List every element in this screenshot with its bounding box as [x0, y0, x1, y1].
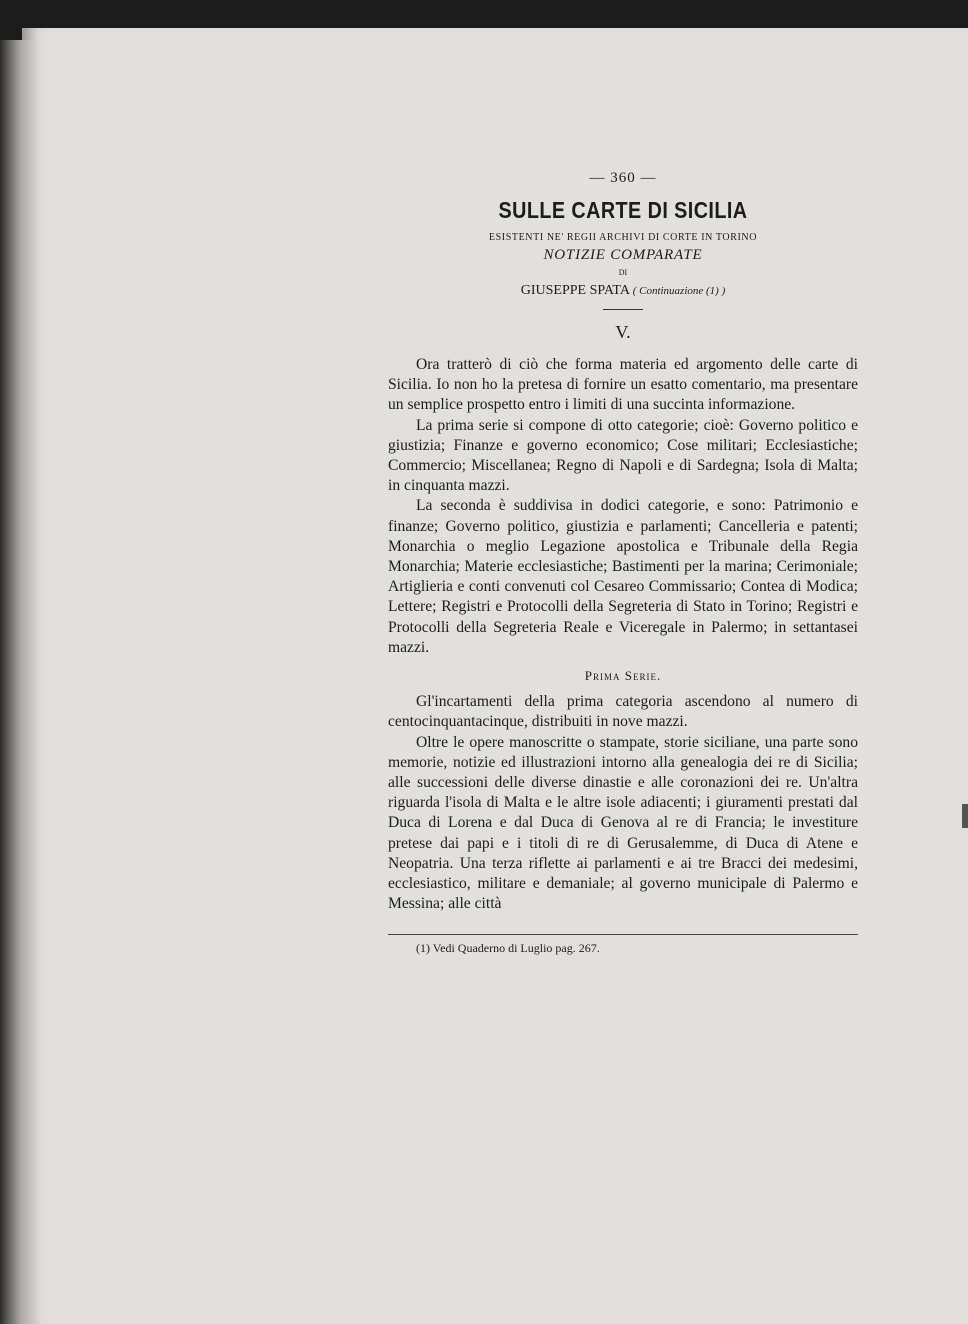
footnote: (1) Vedi Quaderno di Luglio pag. 267. [416, 941, 600, 956]
author-line [388, 283, 858, 299]
title-rule [603, 309, 643, 310]
page-number: — 360 — [589, 170, 657, 186]
article-kicker: NOTIZIE COMPARATE [543, 247, 703, 263]
page-content [388, 170, 858, 956]
article-subtitle: ESISTENTI NE' REGII ARCHIVI DI CORTE IN TORINO [488, 232, 758, 243]
article-title: SULLE CARTE DI SICILIA [498, 197, 748, 223]
paragraph: Ora tratterò di ciò che forma materia ed argomento delle carte di Sicilia. Io non ho la pretesa di fornire un esatto comentario, ma presentare un semplice prospetto entro i limiti di una succinta informazione. [388, 356, 858, 414]
author-name: GIUSEPPE SPATA [520, 283, 630, 298]
book-edge [0, 40, 34, 1324]
section-heading: Prima Serie. [584, 668, 662, 684]
body-text [388, 355, 858, 914]
continuation-note: ( Continuazione (1) ) [632, 285, 726, 297]
paragraph: La prima serie si compone di otto categorie; cioè: Governo politico e giustizia; Finanze e governo economico; Cose militari; Ecclesiastiche; Commercio; Miscellanea; Regno di Napoli e di Sardegna; Isola di Malta; in cinquanta mazzi. [388, 416, 858, 495]
paragraph: Oltre le opere manoscritte o stampate, storie siciliane, una parte sono memorie, notizie ed illustrazioni intorno alla genealogia dei re di Sicilia; alle successioni delle diverse dinastie e alle coronazioni dei re. Un'altra riguarda l'isola di Malta e le altre isole adiacenti; i giuramenti prestati dal Duca di Lorena e dal Duca di Genova al re di Francia; le investiture pretese dai papi e i titoli di re di Gerusalemme, di Duca di Atene e Neopatria. Una terza riflette ai parlamenti e ai tre Bracci dei medesimi, ecclesiastico, militare e demaniale; al governo municipale di Palermo e Messina; alle città [388, 733, 858, 913]
by-label: DI [618, 268, 628, 277]
section-numeral: V. [615, 322, 631, 342]
paragraph: La seconda è suddivisa in dodici categorie, e sono: Patrimonio e finanze; Governo politico, giustizia e parlamenti; Cancelleria e patenti; Monarchia o meglio Legazione apostolica e Tribunale della Regia Monarchia; Materie ecclesiastiche; Bastimenti per la marina; Cerimoniale; Artiglieria e conti convenuti col Cesareo Commissario; Contea di Modica; Lettere; Registri e Protocolli della Segreteria di Stato in Torino; Registri e Protocolli della Segreteria Reale e Viceregale in Palermo; in settantasei mazzi. [388, 497, 858, 656]
paragraph: Gl'incartamenti della prima categoria ascendono al numero di centocinquantacinque, distribuiti in nove mazzi. [388, 693, 858, 731]
footnote-rule [388, 934, 858, 935]
scan-mark [962, 804, 968, 828]
